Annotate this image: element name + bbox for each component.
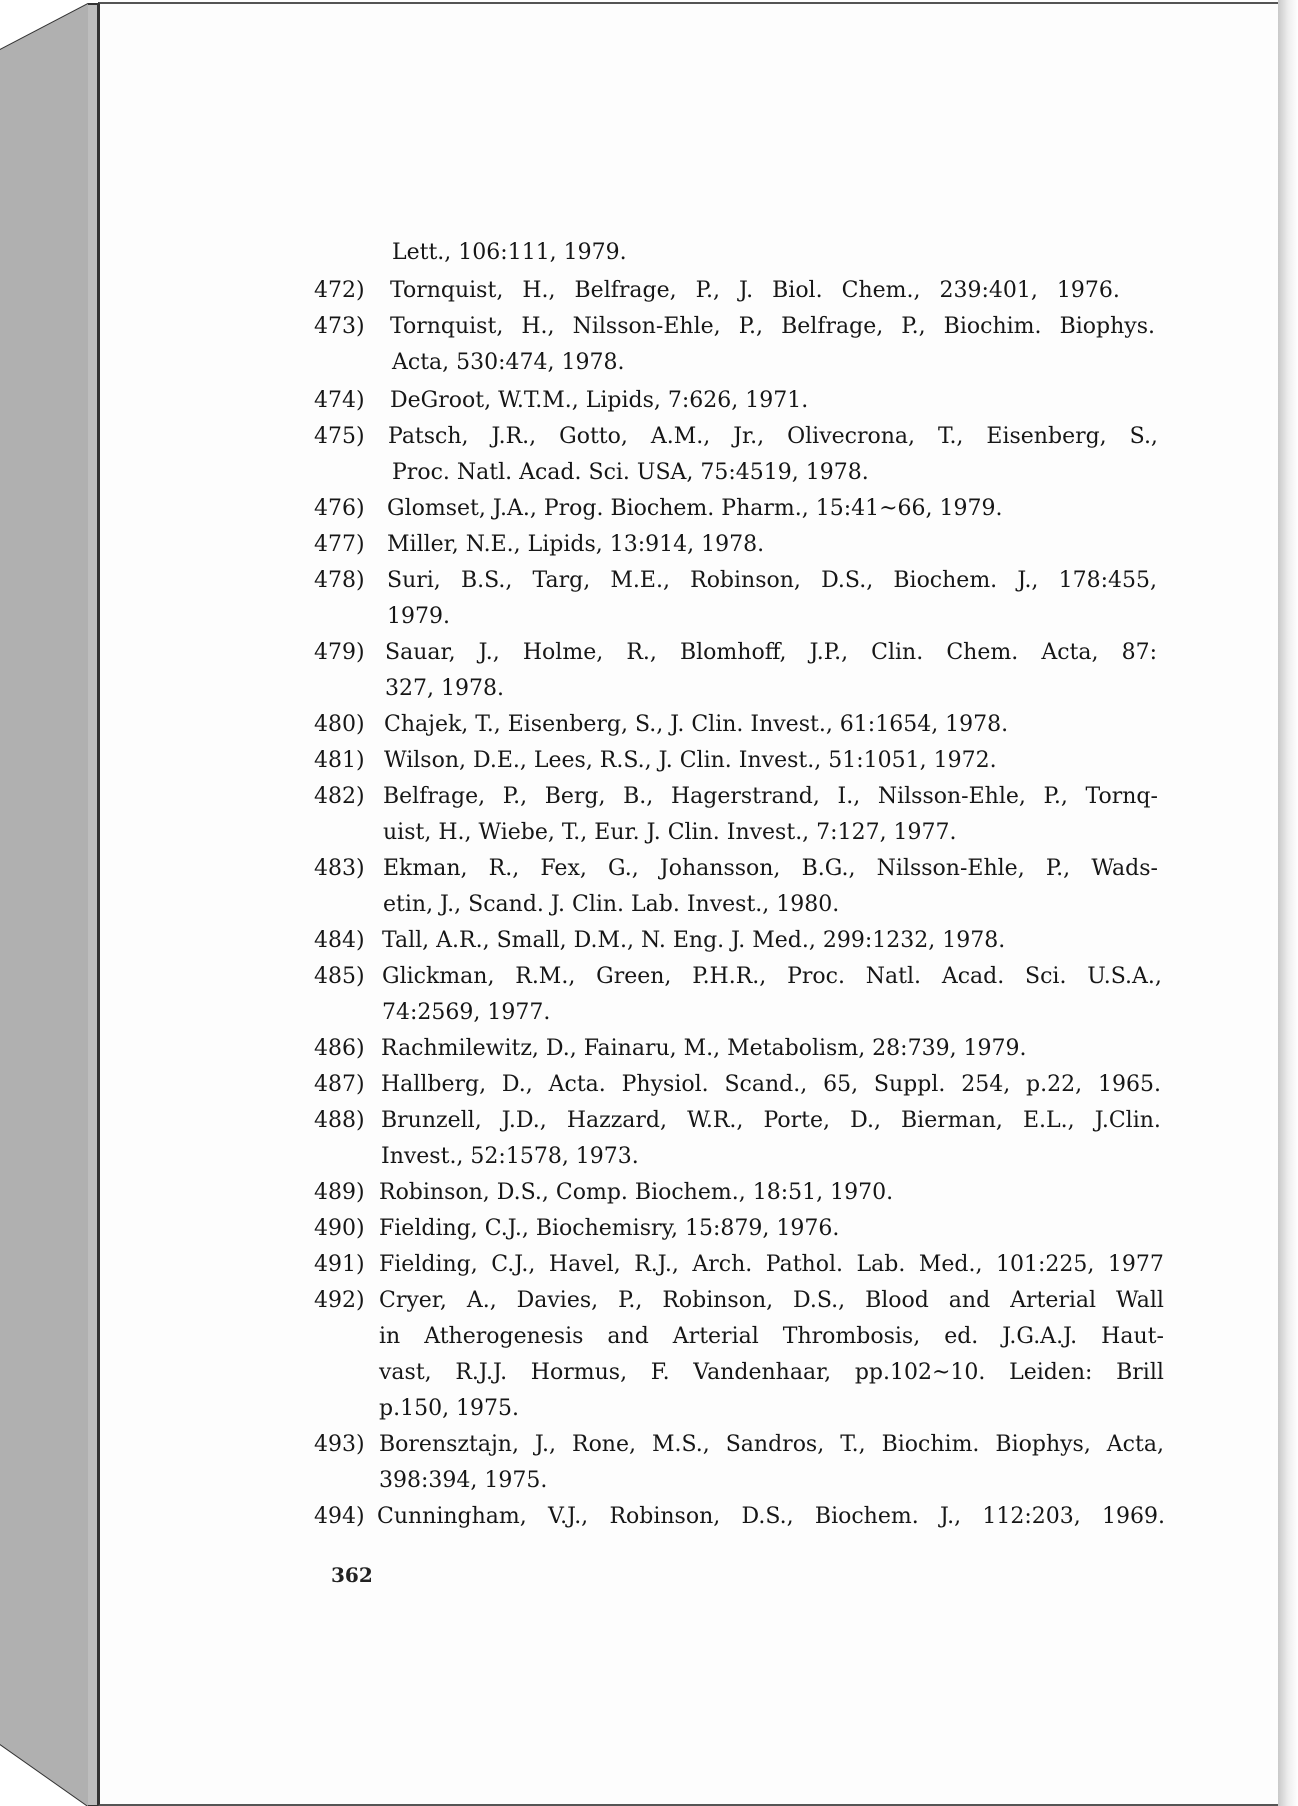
reference-word: Robinson,	[609, 1504, 721, 1529]
reference-word: ed.	[944, 1324, 979, 1349]
reference-word: and	[948, 1288, 991, 1313]
reference-word: Sandros,	[725, 1432, 825, 1457]
reference-word: I.,	[837, 784, 861, 809]
reference-text: Wilson, D.E., Lees, R.S., J. Clin. Invest., 51:1051, 1972.	[384, 748, 997, 773]
reference-word: P.,	[502, 784, 528, 809]
reference-number: 484)	[314, 928, 365, 953]
reference-word: Scand.,	[724, 1072, 808, 1097]
reference-word: 1969.	[1102, 1504, 1165, 1529]
reference-word: Vandenhaar,	[693, 1360, 832, 1385]
reference-word: Rone,	[572, 1432, 636, 1457]
reference-word: Physiol.	[621, 1072, 709, 1097]
reference-text: Proc. Natl. Acad. Sci. USA, 75:4519, 1978.	[392, 460, 869, 485]
reference-word: Proc.	[787, 964, 845, 989]
reference-word: M.E.,	[610, 568, 670, 593]
reference-word: Arterial	[1010, 1288, 1097, 1313]
reference-number: 479)	[314, 640, 365, 665]
reference-number: 492)	[314, 1288, 365, 1313]
reference-word: Holme,	[522, 640, 604, 665]
reference-line	[379, 1468, 547, 1494]
reference-word: Clin.	[871, 640, 924, 665]
reference-word: A.M.,	[650, 424, 711, 449]
reference-word: Acad.	[941, 964, 1005, 989]
reference-line	[387, 532, 764, 558]
reference-word: Johansson,	[659, 856, 781, 881]
reference-number: 477)	[314, 532, 365, 557]
reference-word: Brunzell,	[381, 1108, 482, 1133]
reference-word: B.,	[623, 784, 654, 809]
reference-line	[379, 1324, 1164, 1350]
reference-number: 475)	[314, 424, 365, 449]
reference-word: J.,	[478, 640, 500, 665]
reference-word: Borensztajn,	[379, 1432, 519, 1457]
reference-line	[385, 640, 1157, 666]
reference-number: 491)	[314, 1252, 365, 1277]
reference-text: etin, J., Scand. J. Clin. Lab. Invest., 1980.	[383, 892, 840, 917]
reference-word: J.G.A.J.	[1002, 1324, 1078, 1349]
reference-line	[384, 748, 997, 774]
reference-word: Sauar,	[385, 640, 456, 665]
reference-word: Ekman,	[383, 856, 468, 881]
reference-word: Wall	[1116, 1288, 1164, 1313]
reference-line	[381, 1072, 1161, 1098]
reference-word: Biochim.	[943, 314, 1042, 339]
reference-word: Blomhoff,	[679, 640, 787, 665]
reference-word: Hagerstrand,	[670, 784, 820, 809]
reference-word: Biophys.	[1059, 314, 1155, 339]
reference-text: uist, H., Wiebe, T., Eur. J. Clin. Invest., 7:127, 1977.	[383, 820, 957, 845]
reference-word: T.,	[938, 424, 964, 449]
reference-word: J.,	[534, 1432, 557, 1457]
reference-word: pp.102~10.	[854, 1360, 986, 1385]
reference-number: 473)	[314, 314, 365, 339]
reference-word: Pathol.	[765, 1252, 843, 1277]
reference-word: Green,	[596, 964, 672, 989]
reference-word: Suppl.	[873, 1072, 946, 1097]
reference-number: 487)	[314, 1072, 365, 1097]
reference-word: H.,	[522, 278, 556, 303]
reference-word: D.S.,	[821, 568, 874, 593]
reference-word: J.Clin.	[1094, 1108, 1161, 1133]
reference-number: 490)	[314, 1216, 365, 1241]
reference-text: 74:2569, 1977.	[382, 1000, 551, 1025]
reference-word: Belfrage,	[383, 784, 486, 809]
reference-text: Invest., 52:1578, 1973.	[381, 1144, 639, 1169]
reference-word: C.J.,	[491, 1252, 536, 1277]
reference-line	[381, 1144, 639, 1170]
reference-word: J.	[738, 278, 754, 303]
reference-word: U.S.A.,	[1087, 964, 1162, 989]
reference-word: Fex,	[540, 856, 587, 881]
reference-word: Suri,	[387, 568, 441, 593]
reference-text: Fielding, C.J., Biochemisry, 15:879, 1976.	[379, 1216, 840, 1241]
reference-word: Natl.	[865, 964, 922, 989]
reference-number: 485)	[314, 964, 365, 989]
reference-word: Atherogenesis	[424, 1324, 584, 1349]
reference-word: P.,	[738, 314, 764, 339]
reference-text: Glomset, J.A., Prog. Biochem. Pharm., 15:41~66, 1979.	[387, 496, 1003, 521]
reference-line	[383, 784, 1158, 810]
reference-word: J.P.,	[809, 640, 849, 665]
reference-line	[379, 1360, 1164, 1386]
reference-number: 480)	[314, 712, 365, 737]
reference-word: 239:401,	[939, 278, 1038, 303]
reference-number: 481)	[314, 748, 365, 773]
reference-word: J.R.,	[491, 424, 537, 449]
reference-line	[390, 388, 808, 414]
page-number: 362	[331, 1563, 373, 1587]
reference-word: P.,	[618, 1288, 643, 1313]
reference-word: Acta.	[548, 1072, 606, 1097]
reference-word: Brill	[1116, 1360, 1164, 1385]
reference-line	[379, 1180, 893, 1206]
reference-line	[379, 1288, 1164, 1314]
reference-text: 398:394, 1975.	[379, 1468, 548, 1493]
reference-word: E.L.,	[1022, 1108, 1075, 1133]
reference-word: Biophys,	[995, 1432, 1091, 1457]
reference-word: Cryer,	[379, 1288, 447, 1313]
reference-line	[377, 1504, 1165, 1530]
reference-word: Biochem.	[893, 568, 998, 593]
reference-word: Robinson,	[690, 568, 801, 593]
reference-word: Olivecrona,	[787, 424, 916, 449]
reference-number: 489)	[314, 1180, 365, 1205]
reference-line	[379, 1396, 519, 1422]
reference-word: 87:	[1121, 640, 1157, 665]
reference-word: R.,	[488, 856, 520, 881]
reference-text: Robinson, D.S., Comp. Biochem., 18:51, 1970.	[379, 1180, 894, 1205]
reference-line	[383, 820, 957, 846]
reference-word: Berg,	[544, 784, 606, 809]
reference-number: 472)	[314, 278, 365, 303]
reference-line	[387, 496, 1003, 522]
reference-word: Acta,	[1106, 1432, 1164, 1457]
reference-word: Glickman,	[382, 964, 495, 989]
reference-text: Miller, N.E., Lipids, 13:914, 1978.	[387, 532, 765, 557]
reference-word: Nilsson-Ehle,	[876, 856, 1025, 881]
reference-word: Targ,	[532, 568, 591, 593]
reference-word: Cunningham,	[377, 1504, 527, 1529]
reference-line	[381, 1108, 1161, 1134]
reference-line	[382, 928, 1005, 954]
reference-word: J.,	[1017, 568, 1039, 593]
reference-number: 482)	[314, 784, 365, 809]
reference-word: Arch.	[692, 1252, 753, 1277]
reference-line	[392, 350, 625, 376]
reference-text: p.150, 1975.	[379, 1396, 520, 1421]
reference-number: 486)	[314, 1036, 365, 1061]
reference-word: B.S.,	[460, 568, 513, 593]
reference-line	[388, 424, 1158, 450]
reference-line	[392, 240, 627, 266]
reference-word: Hallberg,	[381, 1072, 487, 1097]
reference-word: 254,	[961, 1072, 1011, 1097]
reference-word: P.,	[1045, 856, 1071, 881]
reference-word: R.J.J.	[455, 1360, 508, 1385]
reference-word: 101:225,	[995, 1252, 1095, 1277]
reference-word: T.,	[840, 1432, 866, 1457]
reference-word: F.	[650, 1360, 670, 1385]
reference-word: P.,	[901, 314, 926, 339]
reference-word: Lab.	[856, 1252, 906, 1277]
reference-line	[384, 712, 1008, 738]
reference-word: 65,	[823, 1072, 859, 1097]
reference-word: Eisenberg,	[986, 424, 1107, 449]
reference-word: Biochim.	[881, 1432, 980, 1457]
reference-word: 112:203,	[982, 1504, 1081, 1529]
reference-number: 493)	[314, 1432, 365, 1457]
reference-word: 1965.	[1097, 1072, 1161, 1097]
reference-text: 327, 1978.	[385, 676, 504, 701]
reference-word: Hormus,	[530, 1360, 628, 1385]
reference-word: Tornquist,	[390, 278, 504, 303]
reference-word: p.22,	[1026, 1072, 1083, 1097]
reference-word: Bierman,	[901, 1108, 1003, 1133]
reference-word: W.R.,	[687, 1108, 744, 1133]
reference-word: J.D.,	[501, 1108, 547, 1133]
reference-word: D.,	[850, 1108, 881, 1133]
reference-number: 494)	[314, 1504, 365, 1529]
reference-line	[381, 1036, 1027, 1062]
reference-word: Jr.,	[733, 424, 765, 449]
reference-word: Chem.,	[841, 278, 921, 303]
reference-word: Sci.	[1025, 964, 1067, 989]
reference-word: Arterial	[672, 1324, 759, 1349]
reference-number: 476)	[314, 496, 365, 521]
reference-word: and	[607, 1324, 649, 1349]
reference-word: Robinson,	[662, 1288, 774, 1313]
reference-word: 178:455,	[1058, 568, 1157, 593]
reference-word: D.S.,	[741, 1504, 794, 1529]
reference-word: Nilsson-Ehle,	[572, 314, 721, 339]
reference-word: Hazzard,	[566, 1108, 668, 1133]
reference-word: Patsch,	[388, 424, 469, 449]
reference-word: Med.,	[918, 1252, 983, 1277]
reference-word: J.,	[939, 1504, 962, 1529]
reference-word: Porte,	[763, 1108, 831, 1133]
reference-word: Biol.	[772, 278, 823, 303]
reference-line	[382, 964, 1162, 990]
reference-text: DeGroot, W.T.M., Lipids, 7:626, 1971.	[390, 388, 809, 413]
reference-word: Haut-	[1101, 1324, 1164, 1349]
reference-word: Chem.	[946, 640, 1019, 665]
reference-word: vast,	[379, 1360, 432, 1385]
reference-word: Wads-	[1091, 856, 1158, 881]
reference-word: Leiden:	[1009, 1360, 1093, 1385]
reference-word: Tornq-	[1085, 784, 1158, 809]
reference-word: Acta,	[1041, 640, 1099, 665]
reference-number: 488)	[314, 1108, 365, 1133]
reference-number: 483)	[314, 856, 365, 881]
reference-word: R.J.,	[634, 1252, 679, 1277]
reference-text: Chajek, T., Eisenberg, S., J. Clin. Invest., 61:1654, 1978.	[384, 712, 1009, 737]
reference-word: Blood	[865, 1288, 929, 1313]
reference-word: 1977	[1107, 1252, 1164, 1277]
reference-text: Acta, 530:474, 1978.	[392, 350, 625, 375]
reference-word: Fielding,	[379, 1252, 478, 1277]
reference-word: A.,	[466, 1288, 497, 1313]
reference-number: 478)	[314, 568, 365, 593]
reference-word: D.,	[501, 1072, 533, 1097]
reference-text: Rachmilewitz, D., Fainaru, M., Metabolism, 28:739, 1979.	[381, 1036, 1027, 1061]
reference-line	[379, 1252, 1164, 1278]
reference-word: D.S.,	[793, 1288, 846, 1313]
reference-line	[385, 676, 504, 702]
reference-word: H.,	[521, 314, 555, 339]
reference-word: G.,	[608, 856, 639, 881]
reference-word: P.,	[1043, 784, 1068, 809]
reference-word: V.J.,	[548, 1504, 589, 1529]
reference-line	[379, 1432, 1164, 1458]
reference-word: B.G.,	[801, 856, 856, 881]
reference-word: Tornquist,	[390, 314, 504, 339]
reference-word: P.H.R.,	[692, 964, 767, 989]
reference-line	[383, 856, 1158, 882]
reference-word: R.,	[626, 640, 657, 665]
reference-text: Lett., 106:111, 1979.	[392, 240, 627, 265]
reference-word: M.S.,	[651, 1432, 710, 1457]
reference-word: Belfrage,	[574, 278, 677, 303]
reference-line	[392, 460, 869, 486]
reference-number: 474)	[314, 388, 365, 413]
reference-word: Belfrage,	[781, 314, 884, 339]
reference-line	[379, 1216, 839, 1242]
reference-line	[382, 1000, 550, 1026]
reference-word: Davies,	[516, 1288, 599, 1313]
reference-word: S.,	[1129, 424, 1158, 449]
reference-line	[390, 314, 1155, 340]
reference-text: 1979.	[387, 604, 450, 629]
reference-word: Gotto,	[559, 424, 628, 449]
reference-word: in	[379, 1324, 401, 1349]
reference-word: Havel,	[548, 1252, 621, 1277]
reference-word: Nilsson-Ehle,	[877, 784, 1026, 809]
reference-line	[387, 568, 1157, 594]
reference-line	[383, 892, 839, 918]
reference-word: Thrombosis,	[782, 1324, 921, 1349]
reference-word: R.M.,	[515, 964, 576, 989]
reference-line	[387, 604, 450, 630]
reference-text: Tall, A.R., Small, D.M., N. Eng. J. Med., 299:1232, 1978.	[382, 928, 1006, 953]
reference-word: P.,	[695, 278, 720, 303]
reference-word: 1976.	[1056, 278, 1120, 303]
reference-word: Biochem.	[814, 1504, 919, 1529]
reference-line	[390, 278, 1120, 304]
